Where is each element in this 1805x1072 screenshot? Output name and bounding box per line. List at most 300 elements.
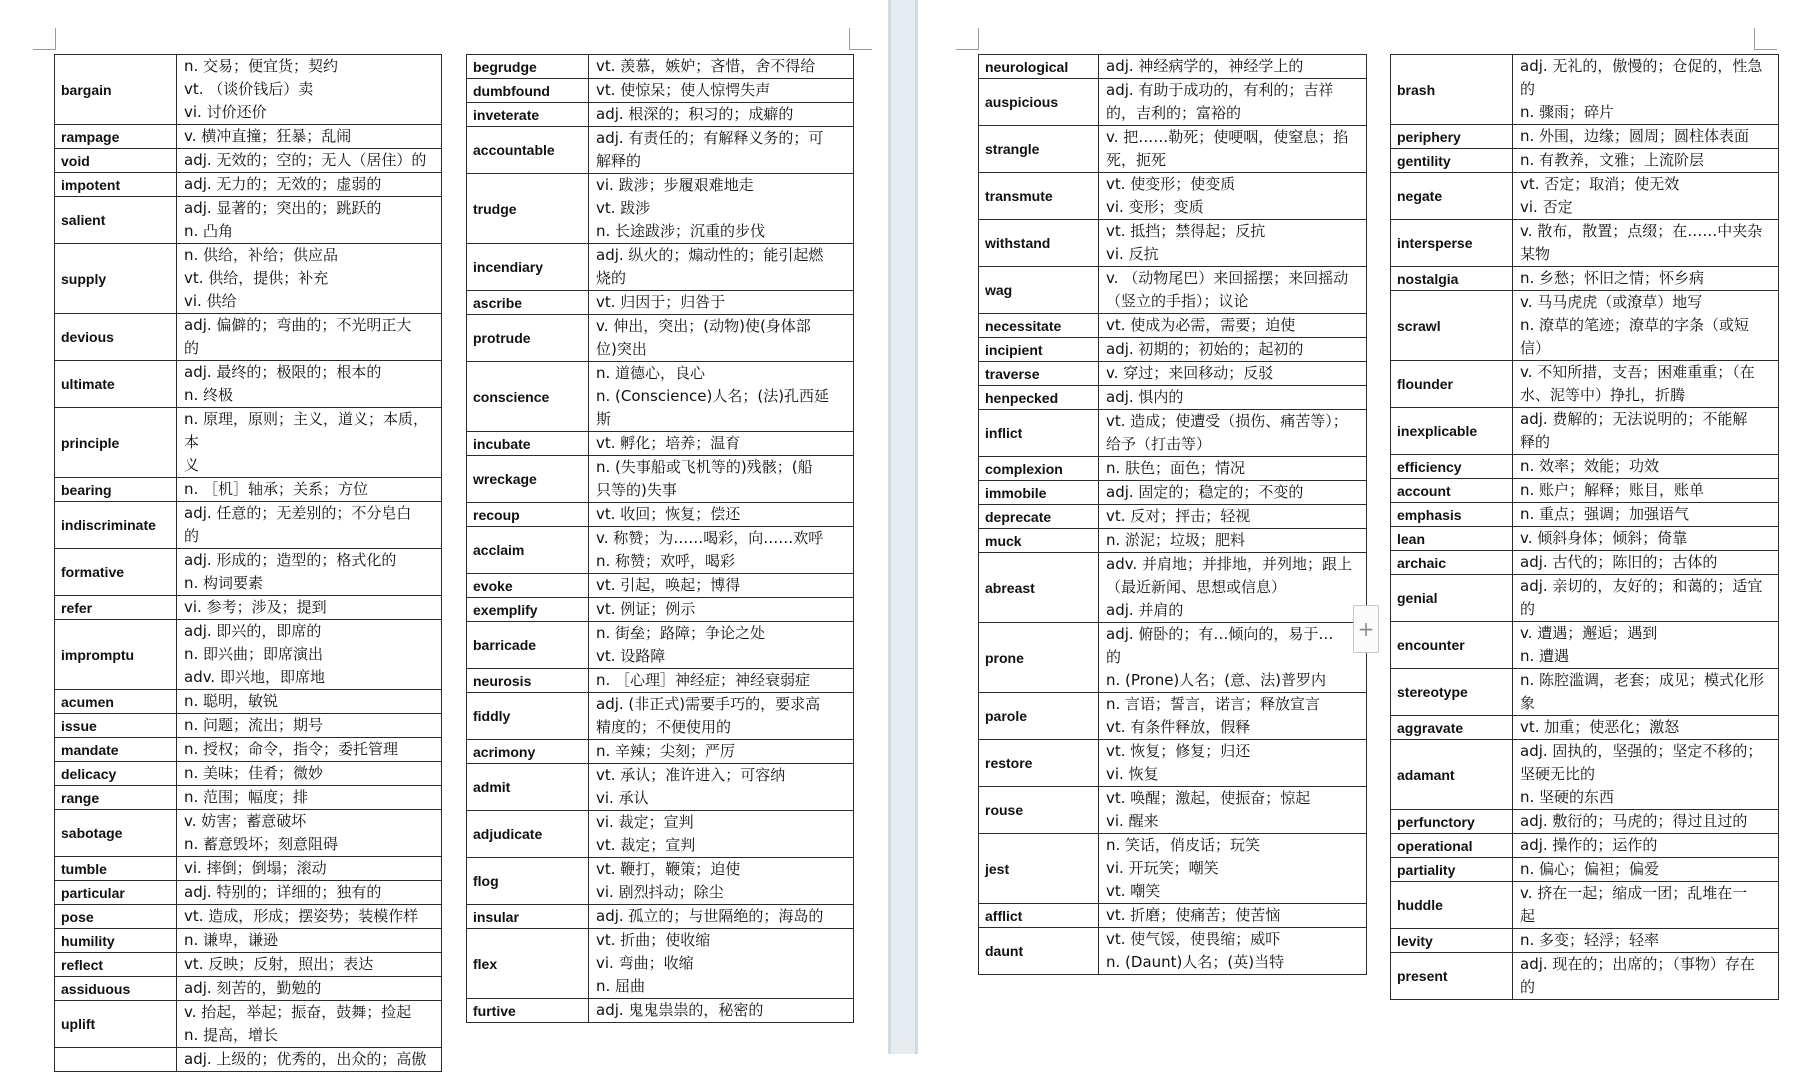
- definition-line: n. 授权；命令，指令；委托管理: [184, 740, 399, 758]
- vocab-word: acclaim: [467, 527, 589, 574]
- definition-line: 解释的: [596, 152, 642, 170]
- vocab-definition: [1099, 126, 1367, 173]
- table-row: [979, 410, 1367, 457]
- table-row: [55, 690, 442, 714]
- table-row: [1391, 503, 1779, 527]
- definition-line: n. 多变；轻浮；轻率: [1520, 931, 1660, 949]
- vocab-definition: [177, 620, 442, 690]
- definition-line: vi. 弯曲；收缩: [596, 954, 694, 972]
- definition-line: vi. 开玩笑；嘲笑: [1106, 859, 1219, 877]
- table-row: [1391, 669, 1779, 716]
- table-row: [1391, 810, 1779, 834]
- table-row: [979, 623, 1367, 693]
- table-row: [55, 1001, 442, 1048]
- table-row: [55, 244, 442, 314]
- definition-line: vt. 使惊呆；使人惊愕失声: [596, 81, 771, 99]
- definition-line: adv. 即兴地，即席地: [184, 668, 325, 686]
- definition-line: n. 潦草的笔迹；潦草的字条（或短: [1520, 316, 1750, 334]
- vocab-word: evoke: [467, 574, 589, 598]
- table-row: [467, 858, 854, 905]
- vocab-word: furtive: [467, 999, 589, 1023]
- table-row: [979, 362, 1367, 386]
- definition-line: n. 效率；效能；功效: [1520, 457, 1660, 475]
- vocabulary-table: [466, 54, 854, 1023]
- vocab-word: jest: [979, 834, 1099, 904]
- table-row: [467, 174, 854, 244]
- vocab-word: dumbfound: [467, 79, 589, 103]
- vocab-word: bearing: [55, 478, 177, 502]
- vocab-word: incendiary: [467, 244, 589, 291]
- vocab-definition: [589, 740, 854, 764]
- table-row: [467, 55, 854, 79]
- vocab-word: prone: [979, 623, 1099, 693]
- definition-line: vi. 跋涉；步履艰难地走: [596, 176, 754, 194]
- vocab-word: transmute: [979, 173, 1099, 220]
- vocab-definition: [1513, 622, 1779, 669]
- definition-line: n. 提高，增长: [184, 1026, 279, 1044]
- vocab-word: nostalgia: [1391, 267, 1513, 291]
- vocab-definition: [1099, 481, 1367, 505]
- vocab-word: begrudge: [467, 55, 589, 79]
- definition-line: v. 抬起，举起；振奋，鼓舞；捡起: [184, 1003, 412, 1021]
- vocab-definition: [1099, 267, 1367, 314]
- table-row: [55, 738, 442, 762]
- vocab-definition: [1513, 125, 1779, 149]
- vocab-word: sabotage: [55, 810, 177, 857]
- vocab-definition: [1513, 361, 1779, 408]
- definition-line: n. ［机］轴承；关系；方位: [184, 480, 369, 498]
- definition-line: 信）: [1520, 339, 1551, 357]
- table-row: [55, 881, 442, 905]
- definition-line: v. 散布，散置；点缀；在……中夹杂: [1520, 222, 1763, 240]
- vocab-word: adjudicate: [467, 811, 589, 858]
- definition-line: n. 骤雨；碎片: [1520, 103, 1615, 121]
- vocab-word: perfunctory: [1391, 810, 1513, 834]
- definition-line: v. 横冲直撞；狂暴；乱闹: [184, 127, 352, 145]
- definition-line: 只等的)失事: [596, 481, 677, 499]
- vocab-definition: [177, 125, 442, 149]
- definition-line: adj. 纵火的；煽动性的；能引起燃: [596, 246, 824, 264]
- definition-line: vt. 收回；恢复；偿还: [596, 505, 741, 523]
- vocab-definition: [589, 905, 854, 929]
- definition-line: n. 有教养，文雅；上流阶层: [1520, 151, 1705, 169]
- definition-line: n. 坚硬的东西: [1520, 788, 1615, 806]
- vocab-word: necessitate: [979, 314, 1099, 338]
- vocab-word: withstand: [979, 220, 1099, 267]
- definition-line: n. 街垒；路障；争论之处: [596, 624, 766, 642]
- vocab-definition: [1099, 529, 1367, 553]
- definition-line: adj. 操作的；运作的: [1520, 836, 1658, 854]
- vocab-definition: [589, 598, 854, 622]
- vocab-definition: [589, 79, 854, 103]
- vocab-definition: [1099, 740, 1367, 787]
- definition-line: adj. 惧内的: [1106, 388, 1184, 406]
- table-row: [467, 811, 854, 858]
- vocab-word: devious: [55, 314, 177, 361]
- definition-line: v. 伸出，突出；(动物)使(身体部: [596, 317, 811, 335]
- add-row-button[interactable]: +: [1353, 605, 1379, 653]
- vocab-definition: [1513, 479, 1779, 503]
- definition-line: adj. 有责任的；有解释义务的；可: [596, 129, 824, 147]
- vocab-word: impromptu: [55, 620, 177, 690]
- table-row: [467, 432, 854, 456]
- definition-line: adj. 根深的；积习的；成癖的: [596, 105, 794, 123]
- definition-line: n. 聪明，敏锐: [184, 692, 279, 710]
- definition-line: n. 重点；强调；加强语气: [1520, 505, 1690, 523]
- definition-line: n. 道德心，良心: [596, 364, 706, 382]
- definition-line: adj. 初期的；初始的；起初的: [1106, 340, 1304, 358]
- vocab-word: acrimony: [467, 740, 589, 764]
- vocab-word: barricade: [467, 622, 589, 669]
- vocab-word: intersperse: [1391, 220, 1513, 267]
- definition-line: 的: [1520, 600, 1536, 618]
- table-row: [55, 810, 442, 857]
- vocab-definition: [589, 456, 854, 503]
- table-row: [979, 220, 1367, 267]
- table-row: [55, 502, 442, 549]
- definition-line: adj. 刻苦的，勤勉的: [184, 979, 322, 997]
- vocab-word: particular: [55, 881, 177, 905]
- table-row: [1391, 408, 1779, 455]
- definition-line: n. (Prone)人名；(意、法)普罗内: [1106, 671, 1326, 689]
- table-row: [1391, 527, 1779, 551]
- vocab-definition: [1513, 220, 1779, 267]
- table-row: [55, 857, 442, 881]
- definition-line: adj. 无效的；空的；无人（居住）的: [184, 151, 427, 169]
- table-row: [1391, 575, 1779, 622]
- definition-line: vi. 讨价还价: [184, 103, 267, 121]
- table-row: [467, 244, 854, 291]
- table-row: [55, 953, 442, 977]
- vocab-definition: [1513, 716, 1779, 740]
- table-row: [55, 478, 442, 502]
- definition-line: vi. 醒来: [1106, 812, 1159, 830]
- vocab-word: levity: [1391, 929, 1513, 953]
- table-row: [467, 79, 854, 103]
- definition-line: adj. 显著的；突出的；跳跃的: [184, 199, 382, 217]
- vocab-word: uplift: [55, 1001, 177, 1048]
- vocab-definition: [1513, 810, 1779, 834]
- vocab-word: parole: [979, 693, 1099, 740]
- definition-line: vi. 摔倒；倒塌；滚动: [184, 859, 327, 877]
- definition-line: vi. 否定: [1520, 198, 1573, 216]
- vocab-word: flex: [467, 929, 589, 999]
- definition-line: n. 谦卑，谦逊: [184, 931, 279, 949]
- vocab-definition: [1513, 55, 1779, 125]
- table-row: [979, 787, 1367, 834]
- page-gutter: [888, 0, 918, 1054]
- table-row: [1391, 125, 1779, 149]
- vocab-definition: [1099, 623, 1367, 693]
- table-row: [1391, 267, 1779, 291]
- vocab-definition: [177, 714, 442, 738]
- definition-line: adj. 特别的；详细的；独有的: [184, 883, 382, 901]
- table-row: [1391, 220, 1779, 267]
- table-row: [1391, 882, 1779, 929]
- vocab-word: fiddly: [467, 693, 589, 740]
- table-row: [1391, 953, 1779, 1000]
- vocab-definition: [1099, 787, 1367, 834]
- definition-line: adj. 偏僻的；弯曲的；不光明正大: [184, 316, 412, 334]
- vocab-definition: [1099, 505, 1367, 529]
- definition-line: adj. 亲切的，友好的；和蔼的；适宜: [1520, 577, 1763, 595]
- definition-line: n. ［心理］神经症；神经衰弱症: [596, 671, 811, 689]
- table-row: [55, 314, 442, 361]
- table-row: [979, 834, 1367, 904]
- vocab-word: scrawl: [1391, 291, 1513, 361]
- table-row: [55, 173, 442, 197]
- page-corner-mark: [849, 28, 850, 50]
- vocab-definition: [177, 905, 442, 929]
- definition-line: n. 供给，补给；供应品: [184, 246, 339, 264]
- vocab-definition: [589, 622, 854, 669]
- vocab-word: periphery: [1391, 125, 1513, 149]
- vocab-definition: [1099, 55, 1367, 79]
- definition-line: n. 称赞；欢呼，喝彩: [596, 552, 736, 570]
- definition-line: 坚硬无比的: [1520, 765, 1596, 783]
- vocab-definition: [589, 669, 854, 693]
- vocab-definition: [589, 127, 854, 174]
- definition-line: v. 马马虎虎（或潦草）地写: [1520, 293, 1703, 311]
- vocab-definition: [1099, 457, 1367, 481]
- vocab-word: pose: [55, 905, 177, 929]
- vocab-definition: [1099, 173, 1367, 220]
- definition-line: n. 肤色；面色；情况: [1106, 459, 1246, 477]
- vocab-definition: [589, 174, 854, 244]
- vocab-definition: [589, 929, 854, 999]
- definition-line: n. 笑话，俏皮话；玩笑: [1106, 836, 1261, 854]
- definition-line: vt. 供给，提供；补充: [184, 269, 329, 287]
- table-row: [979, 173, 1367, 220]
- table-row: [55, 361, 442, 408]
- definition-line: v. （动物尾巴）来回摇摆；来回摇动: [1106, 269, 1349, 287]
- definition-line: vt. 羡慕，嫉妒；吝惜，舍不得给: [596, 57, 816, 75]
- definition-line: n. 屈曲: [596, 977, 646, 995]
- vocab-word: formative: [55, 549, 177, 596]
- table-row: [467, 291, 854, 315]
- definition-line: v. 倾斜身体；倾斜；倚靠: [1520, 529, 1688, 547]
- vocab-definition: [177, 810, 442, 857]
- definition-line: adj. 孤立的；与世隔绝的；海岛的: [596, 907, 824, 925]
- definition-line: adj. 现在的；出席的；（事物）存在: [1520, 955, 1755, 973]
- definition-line: 死，扼死: [1106, 151, 1167, 169]
- table-row: [1391, 149, 1779, 173]
- table-row: [467, 598, 854, 622]
- table-row: [1391, 740, 1779, 810]
- vocab-definition: [177, 762, 442, 786]
- table-row: [55, 929, 442, 953]
- definition-line: （竖立的手指）；议论: [1106, 292, 1249, 310]
- vocab-word: ascribe: [467, 291, 589, 315]
- vocab-definition: [589, 291, 854, 315]
- definition-line: 的: [1106, 648, 1122, 666]
- vocab-definition: [177, 314, 442, 361]
- definition-line: vt. 有条件释放，假释: [1106, 718, 1251, 736]
- definition-line: n. 陈腔滥调，老套；成见；模式化形: [1520, 671, 1765, 689]
- vocab-definition: [589, 527, 854, 574]
- definition-line: adj. 神经病学的，神经学上的: [1106, 57, 1304, 75]
- vocabulary-table: [1390, 54, 1779, 1000]
- vocab-definition: [1513, 408, 1779, 455]
- vocab-definition: [1513, 929, 1779, 953]
- definition-line: 起: [1520, 907, 1536, 925]
- definition-line: adj. 任意的；无差别的；不分皂白: [184, 504, 412, 522]
- table-row: [467, 315, 854, 362]
- vocab-definition: [177, 690, 442, 714]
- definition-line: 水、泥等中）挣扎，折腾: [1520, 386, 1686, 404]
- page-corner-mark: [55, 28, 56, 50]
- vocab-word: genial: [1391, 575, 1513, 622]
- table-row: [1391, 716, 1779, 740]
- vocab-word: gentility: [1391, 149, 1513, 173]
- definition-line: 释的: [1520, 433, 1551, 451]
- vocab-definition: [177, 857, 442, 881]
- vocab-word: emphasis: [1391, 503, 1513, 527]
- definition-line: adj. 形成的；造型的；格式化的: [184, 551, 397, 569]
- vocab-word: efficiency: [1391, 455, 1513, 479]
- definition-line: adj. 最终的；极限的；根本的: [184, 363, 382, 381]
- vocab-definition: [177, 502, 442, 549]
- definition-line: adj. 并肩的: [1106, 601, 1184, 619]
- vocab-word: encounter: [1391, 622, 1513, 669]
- definition-line: n. 终极: [184, 386, 234, 404]
- vocab-word: humility: [55, 929, 177, 953]
- definition-line: 精度的；不便使用的: [596, 718, 732, 736]
- page-corner-mark: [978, 28, 979, 50]
- vocab-word: stereotype: [1391, 669, 1513, 716]
- definition-line: vt. 造成，形成；摆姿势；装模作样: [184, 907, 419, 925]
- table-row: [55, 977, 442, 1001]
- table-row: [55, 714, 442, 738]
- document-page-left: [0, 0, 888, 1068]
- table-row: [979, 553, 1367, 623]
- definition-line: vt. 裁定；宣判: [596, 836, 696, 854]
- vocab-definition: [1099, 410, 1367, 457]
- definition-line: n. (Daunt)人名；(英)当特: [1106, 953, 1285, 971]
- definition-line: adj. (非正式)需要手巧的，要求高: [596, 695, 821, 713]
- definition-line: adj. 无力的；无效的；虚弱的: [184, 175, 382, 193]
- definition-line: n. (失事船或飞机等的)残骸；(船: [596, 458, 813, 476]
- vocab-word: abreast: [979, 553, 1099, 623]
- definition-line: vt. 跋涉: [596, 199, 651, 217]
- definition-line: vt. 孵化；培养；温育: [596, 434, 741, 452]
- definition-line: vi. 承认: [596, 789, 649, 807]
- definition-line: 给予（打击等）: [1106, 435, 1212, 453]
- table-row: [55, 55, 442, 125]
- table-row: [55, 149, 442, 173]
- definition-line: adj. 古代的；陈旧的；古体的: [1520, 553, 1718, 571]
- definition-line: vt. 造成；使遭受（损伤、痛苦等）；: [1106, 412, 1348, 430]
- vocab-definition: [1513, 551, 1779, 575]
- definition-line: 的: [184, 527, 200, 545]
- vocab-definition: [1513, 575, 1779, 622]
- vocab-word: wag: [979, 267, 1099, 314]
- table-row: [1391, 858, 1779, 882]
- vocab-word: archaic: [1391, 551, 1513, 575]
- definition-line: n. 问题；流出；期号: [184, 716, 324, 734]
- table-row: [979, 740, 1367, 787]
- vocab-word: tumble: [55, 857, 177, 881]
- vocab-definition: [589, 55, 854, 79]
- vocab-word: flog: [467, 858, 589, 905]
- definition-line: vt. （谈价钱后）卖: [184, 80, 314, 98]
- definition-line: vt. 使成为必需，需要；迫使: [1106, 316, 1296, 334]
- vocab-definition: [589, 811, 854, 858]
- vocab-word: trudge: [467, 174, 589, 244]
- vocab-word: protrude: [467, 315, 589, 362]
- vocab-word: neurosis: [467, 669, 589, 693]
- vocab-word: admit: [467, 764, 589, 811]
- definition-line: vt. 反映；反射，照出；表达: [184, 955, 374, 973]
- vocab-word: daunt: [979, 928, 1099, 975]
- vocab-definition: [1513, 149, 1779, 173]
- table-row: [467, 503, 854, 527]
- definition-line: adj. 上级的；优秀的，出众的；高傲: [184, 1050, 427, 1068]
- definition-line: 的: [1520, 80, 1536, 98]
- vocabulary-table: [54, 54, 442, 1072]
- definition-line: n. (Conscience)人名；(法)孔西延: [596, 387, 830, 405]
- table-row: [467, 127, 854, 174]
- vocab-word: negate: [1391, 173, 1513, 220]
- vocab-definition: [1513, 455, 1779, 479]
- table-row: [1391, 479, 1779, 503]
- definition-line: 的，吉利的；富裕的: [1106, 104, 1242, 122]
- vocab-definition: [177, 55, 442, 125]
- definition-line: adj. 无礼的，傲慢的；仓促的，性急: [1520, 57, 1763, 75]
- table-row: [979, 386, 1367, 410]
- table-row: [1391, 622, 1779, 669]
- definition-line: vt. 使变形；使变质: [1106, 175, 1236, 193]
- definition-line: n. 蓄意毁坏；刻意阻碍: [184, 835, 339, 853]
- vocab-word: present: [1391, 953, 1513, 1000]
- vocab-definition: [177, 953, 442, 977]
- table-row: [1391, 455, 1779, 479]
- vocab-definition: [1099, 79, 1367, 126]
- definition-line: vt. 反对；抨击；轻视: [1106, 507, 1251, 525]
- definition-line: n. 交易；便宜货；契约: [184, 57, 339, 75]
- table-row: [979, 338, 1367, 362]
- vocab-word: flounder: [1391, 361, 1513, 408]
- definition-line: n. 偏心；偏袒；偏爱: [1520, 860, 1660, 878]
- vocab-word: partiality: [1391, 858, 1513, 882]
- definition-line: adj. 有助于成功的，有利的；吉祥: [1106, 81, 1334, 99]
- vocab-definition: [1513, 834, 1779, 858]
- definition-line: v. 遭遇；邂逅；遇到: [1520, 624, 1658, 642]
- vocab-word: insular: [467, 905, 589, 929]
- vocab-definition: [1513, 173, 1779, 220]
- definition-line: vi. 供给: [184, 292, 237, 310]
- definition-line: vt. 引起，唤起；博得: [596, 576, 741, 594]
- definition-line: adj. 鬼鬼祟祟的，秘密的: [596, 1001, 764, 1019]
- vocab-word: ultimate: [55, 361, 177, 408]
- vocab-word: account: [1391, 479, 1513, 503]
- vocab-word: rampage: [55, 125, 177, 149]
- vocab-definition: [177, 173, 442, 197]
- table-row: [467, 574, 854, 598]
- vocab-word: void: [55, 149, 177, 173]
- definition-line: n. 淤泥；垃圾；肥料: [1106, 531, 1246, 549]
- definition-line: vt. 折曲；使收缩: [596, 931, 711, 949]
- table-row: [467, 740, 854, 764]
- vocab-definition: [1099, 220, 1367, 267]
- vocab-definition: [589, 362, 854, 432]
- vocab-word: huddle: [1391, 882, 1513, 929]
- table-row: [1391, 834, 1779, 858]
- vocab-definition: [1513, 858, 1779, 882]
- vocab-definition: [1513, 527, 1779, 551]
- definition-line: v. 把……勒死；使哽咽，使窒息；掐: [1106, 128, 1349, 146]
- vocab-word: principle: [55, 408, 177, 478]
